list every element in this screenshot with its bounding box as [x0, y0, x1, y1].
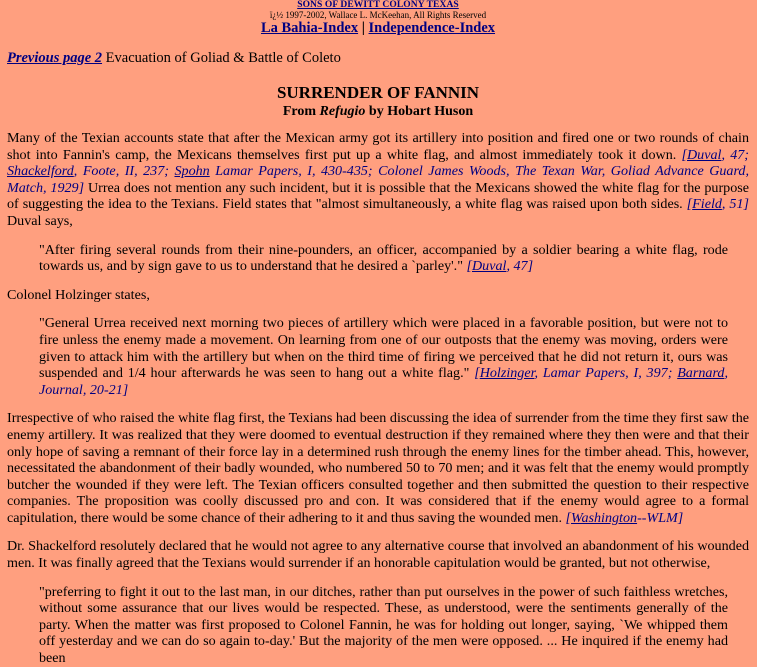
shackelford-link[interactable]: Shackelford	[7, 163, 74, 180]
paragraph-3-text: Irrespective of who raised the white flag first, the Texians had been discussing the idea of surrender from the time they first saw the enemy artillery. It was realized that they were doomed to eventual destruction if they remained where they then were and that their only hope of saving a remnant of their force lay in a determined rush through the enemy lines for the timber ahead. This, however, necessitated the abandonment of their badly wounded, who numbered 50 to 70 men; and it was felt that the enemy would promptly butcher the wounded if they were left. The Texian officers consulted together and then submitted the question to their respective companies. The proposition was coolly discussed pro and con. It was considered that if the enemy would agree to a formal capitulation, there would be some chance of their adhering to it and thus saving the wounded men.	[7, 410, 749, 526]
citation-3	[466, 258, 533, 274]
byline	[7, 104, 749, 120]
field-link[interactable]: Field	[692, 196, 722, 213]
previous-page-title: Evacuation of Goliad & Battle of Coleto	[102, 49, 341, 66]
citation-bracket: [	[686, 196, 693, 213]
paragraph-2: Colonel Holzinger states,	[7, 286, 150, 303]
paragraph-1	[7, 130, 749, 230]
byline-from: From	[282, 104, 320, 120]
paragraph-1-text-c: Duval says,	[7, 212, 73, 229]
previous-page-line	[7, 50, 749, 67]
citation-bracket: [	[466, 258, 472, 275]
quote-1-text: "After firing several rounds from their nine-pounders, an officer, accompanied by a soldier bearing a white flag, rode towards us, and by sign gave to us to understand that he desired a `parley'."	[39, 241, 728, 275]
paragraph-3	[7, 410, 749, 526]
washington-link[interactable]: Washington	[571, 509, 638, 526]
paragraph-1-text-a: Many of the Texian accounts state that after the Mexican army got its artillery into position and fired one or two rounds of chain shot into Fannin's camp, the Mexicans themselves first put up a white flag, and almost immediately took it down.	[7, 130, 749, 163]
barnard-link[interactable]: Barnard	[677, 365, 725, 382]
citation-bracket: [	[474, 365, 480, 382]
copyright-notice: ï¿½ 1997-2002, Wallace L. McKeehan, All Rights Reserved	[269, 9, 487, 20]
paragraph-1-text-b: Urrea does not mention any such incident, but it is possible that the Mexicans showed the white flag for the purpose of suggesting the idea to the Texians. Field states that "almost simultaneously, a white flag was raised upon both sides.	[7, 179, 749, 213]
spohn-link[interactable]: Spohn	[174, 163, 210, 180]
page-title: SURRENDER OF FANNIN	[276, 82, 480, 102]
la-bahia-index-link[interactable]: La Bahia-Index	[260, 20, 359, 37]
site-name-link[interactable]: SONS OF DEWITT COLONY TEXAS	[297, 0, 459, 10]
citation-text: Lamar Papers, I, 430-435; Colonel James Woods, The Texan War, Goliad Advance Guard, Match, 1929]	[7, 163, 750, 196]
top-nav	[7, 21, 749, 36]
duval-link[interactable]: Duval	[471, 258, 507, 275]
quote-1	[39, 242, 728, 275]
citation-bracket: [	[565, 509, 572, 526]
quote-2	[39, 315, 728, 398]
byline-source: Refugio	[319, 104, 366, 120]
quote-3: "preferring to fight it out to the last man, in our ditches, rather than put ourselves in the power of such faithless wretches, without some assurance that our lives would be respected. These, as understood, were the sentiments generally of the party. When the matter was first proposed to Colonel Fannin, he was for holding out longer, saying, `We whipped them off yesterday and we can do so again to-day.' But the majority of the men were opposed. ... He inquired if the enemy had been	[39, 583, 728, 667]
byline-author: by Hobart Huson	[365, 104, 474, 120]
citation-text: , Journal, 20-21]	[39, 365, 728, 398]
citation-text: , Lamar Papers, I, 397;	[534, 365, 678, 382]
citation-5	[566, 510, 684, 526]
page	[0, 1, 757, 667]
independence-index-link[interactable]: Independence-Index	[368, 20, 496, 37]
citation-text: , 47]	[506, 258, 534, 275]
citation-text: , 51]	[721, 196, 749, 213]
duval-link[interactable]: Duval	[687, 146, 722, 163]
citation-text: , Foote, II, 237;	[73, 163, 175, 180]
citation-bracket: [	[681, 146, 687, 163]
site-header	[7, 1, 749, 37]
previous-page-link[interactable]: Previous page 2	[7, 49, 103, 66]
nav-separator: |	[358, 20, 369, 37]
citation-text: , 47;	[721, 146, 749, 163]
citation-text: --WLM]	[637, 509, 684, 526]
paragraph-4: Dr. Shackelford resolutely declared that he would not agree to any alternative course that involved an abandonment of his wounded men. It was finally agreed that the Texians would surrender if an honorable capitulation would be granted, but not otherwise,	[7, 538, 749, 572]
holzinger-link[interactable]: Holzinger	[479, 365, 535, 382]
citation-2	[687, 196, 749, 212]
quote-2-text: "General Urrea received next morning two pieces of artillery which were placed in a favorable position, but were not to fire unless the enemy made a movement. On learning from one of our outposts that the enemy was moving, orders were given to attack him with the artillery but when on the third time of firing we perceived that he did not return it, ours was suspended and 1/4 hour afterwards he was seen to hang out a white flag."	[39, 315, 728, 382]
